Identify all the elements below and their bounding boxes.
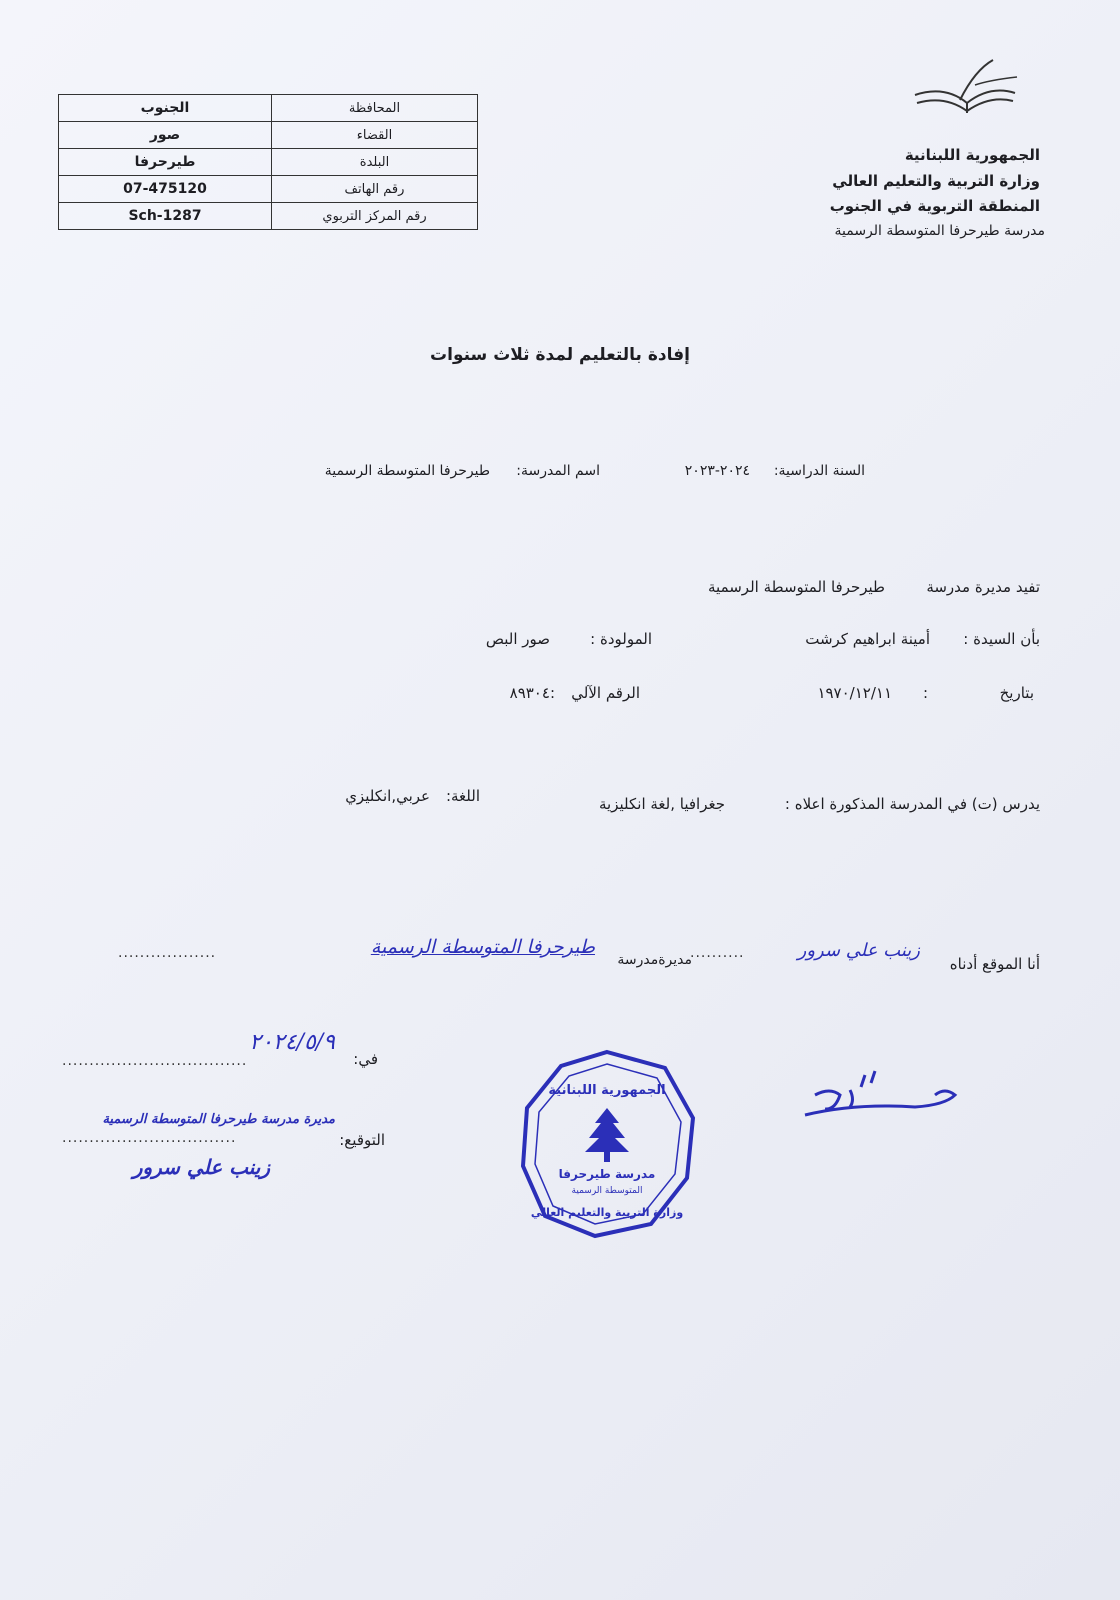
director-signature [795, 1065, 965, 1125]
header-ministry: وزارة التربية والتعليم العالي [832, 172, 1040, 190]
table-cell-value: صور [59, 122, 272, 149]
ministry-logo-icon [905, 55, 1020, 135]
dotted-line: .................. [118, 945, 217, 961]
document-title: إفادة بالتعليم لمدة ثلاث سنوات [430, 345, 690, 365]
table-row [59, 122, 478, 149]
language-value: عربي,انكليزي [345, 787, 430, 805]
table-cell-label: رقم الهاتف [272, 176, 478, 203]
id-label: الرقم الآلي [571, 684, 640, 702]
cedar-tree-icon [585, 1108, 629, 1162]
table-cell-value: الجنوب [59, 95, 272, 122]
table-cell-label: البلدة [272, 149, 478, 176]
table-row [59, 203, 478, 230]
subjects-value: جغرافيا ,لغة انكليزية [599, 795, 725, 813]
birth-date-value: ١٩٧٠/١٢/١١ [817, 684, 892, 702]
table-cell-label: المحافظة [272, 95, 478, 122]
stamp-top-text: الجمهورية اللبنانية [548, 1083, 666, 1098]
dotted-line: .......... [690, 945, 745, 961]
school-name-label: اسم المدرسة: [516, 463, 600, 479]
person-name: أمينة ابراهيم كرشت [805, 630, 930, 648]
dotted-line: .................................. [62, 1053, 248, 1069]
date-at-label: في: [353, 1050, 378, 1068]
school-name-value: طيرحرفا المتوسطة الرسمية [324, 463, 490, 479]
teaches-text: يدرس (ت) في المدرسة المذكورة اعلاه : [784, 795, 1040, 813]
header-republic: الجمهورية اللبنانية [904, 146, 1040, 164]
id-value: :٨٩٣٠٤ [509, 684, 555, 702]
year-label: السنة الدراسية: [773, 463, 865, 479]
dotted-line: ................................ [62, 1130, 237, 1146]
header-school: مدرسة طيرحرفا المتوسطة الرسمية [834, 223, 1045, 239]
school-info-table [58, 94, 478, 230]
director-of-label: مديرةمدرسة [617, 952, 692, 968]
table-row [59, 176, 478, 203]
director-school-handwritten: طيرحرفا المتوسطة الرسمية [370, 936, 595, 958]
birthplace-label: المولودة : [590, 630, 652, 648]
table-cell-value: Sch-1287 [59, 203, 272, 230]
header-region: المنطقة التربوية في الجنوب [829, 197, 1040, 215]
certify-text: تفيد مديرة مدرسة [926, 578, 1040, 596]
date-at-handwritten: ٢٠٢٤/٥/٩ [249, 1030, 335, 1055]
birthplace-value: صور البص [485, 630, 550, 648]
birth-date-label: بتاريخ [999, 684, 1034, 702]
signature-title-handwritten: مديرة مدرسة طيرحرفا المتوسطة الرسمية [102, 1112, 335, 1127]
signature-label: التوقيع: [339, 1131, 385, 1149]
undersigned-name-handwritten: زينب علي سرور [797, 940, 920, 961]
language-label: اللغة: [445, 787, 480, 805]
stamp-bottom-text: وزارة التربية والتعليم العالي [530, 1206, 684, 1219]
table-cell-label: القضاء [272, 122, 478, 149]
table-row [59, 95, 478, 122]
official-stamp [515, 1048, 700, 1240]
table-cell-value: 07-475120 [59, 176, 272, 203]
table-cell-value: طيرحرفا [59, 149, 272, 176]
birth-date-colon: : [922, 684, 928, 702]
table-cell-label: رقم المركز التربوي [272, 203, 478, 230]
person-label: بأن السيدة : [963, 630, 1040, 648]
stamp-school-line2: المتوسطة الرسمية [571, 1186, 643, 1196]
undersigned-label: أنا الموقع أدناه [949, 955, 1040, 973]
table-row [59, 149, 478, 176]
signature-name-handwritten: زينب علي سرور [132, 1155, 270, 1179]
year-value: ٢٠٢٤-٢٠٢٣ [684, 463, 750, 479]
certify-school: طيرحرفا المتوسطة الرسمية [708, 578, 885, 596]
stamp-school-line1: مدرسة طيرحرفا [558, 1167, 656, 1181]
